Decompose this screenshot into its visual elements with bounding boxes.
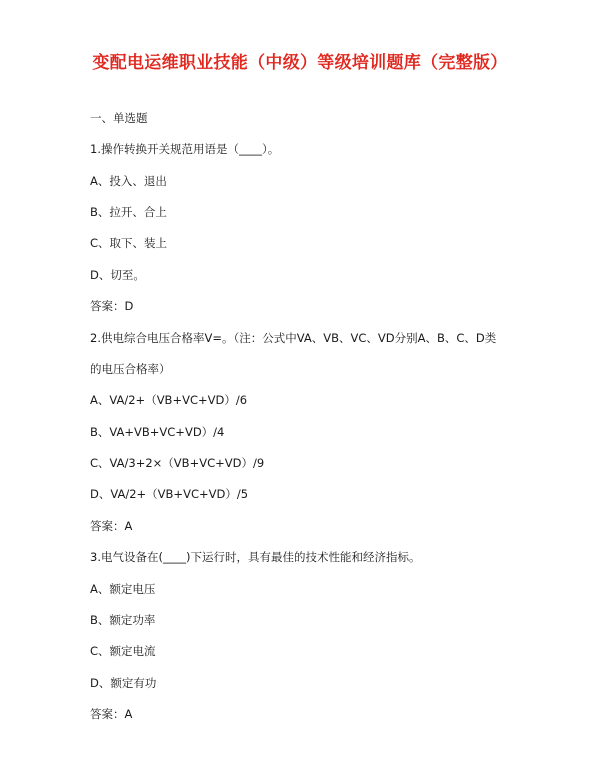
question-1-stem: 1.操作转换开关规范用语是（____）。 — [90, 142, 280, 156]
question-2-stem-continued: 的电压合格率） — [90, 362, 171, 376]
question-1-option-d: D、切至。 — [90, 268, 145, 282]
question-2-stem: 2.供电综合电压合格率V=。（注：公式中VA、VB、VC、VD分别A、B、C、D类 — [90, 331, 497, 345]
question-3-option-a: A、额定电压 — [90, 582, 156, 596]
question-1-answer: 答案：D — [90, 299, 134, 313]
question-2-answer: 答案：A — [90, 519, 133, 533]
question-2-option-c: C、VA/3+2×（VB+VC+VD）/9 — [90, 456, 265, 470]
question-2-option-b: B、VA+VB+VC+VD）/4 — [90, 425, 225, 439]
question-1-option-a: A、投入、退出 — [90, 174, 167, 188]
question-3-option-b: B、额定功率 — [90, 613, 156, 627]
question-3-answer: 答案：A — [90, 707, 133, 721]
question-3-option-c: C、额定电流 — [90, 644, 156, 658]
question-3-option-d: D、额定有功 — [90, 676, 157, 690]
question-2-option-a: A、VA/2+（VB+VC+VD）/6 — [90, 393, 248, 407]
question-2-option-d: D、VA/2+（VB+VC+VD）/5 — [90, 487, 249, 501]
question-1-option-b: B、拉开、合上 — [90, 205, 167, 219]
section-heading: 一、单选题 — [90, 111, 148, 125]
question-3-stem: 3.电气设备在(____)下运行时，具有最佳的技术性能和经济指标。 — [90, 550, 421, 564]
document-title: 变配电运维职业技能（中级）等级培训题库（完整版） — [92, 53, 508, 73]
question-1-option-c: C、取下、装上 — [90, 236, 168, 250]
